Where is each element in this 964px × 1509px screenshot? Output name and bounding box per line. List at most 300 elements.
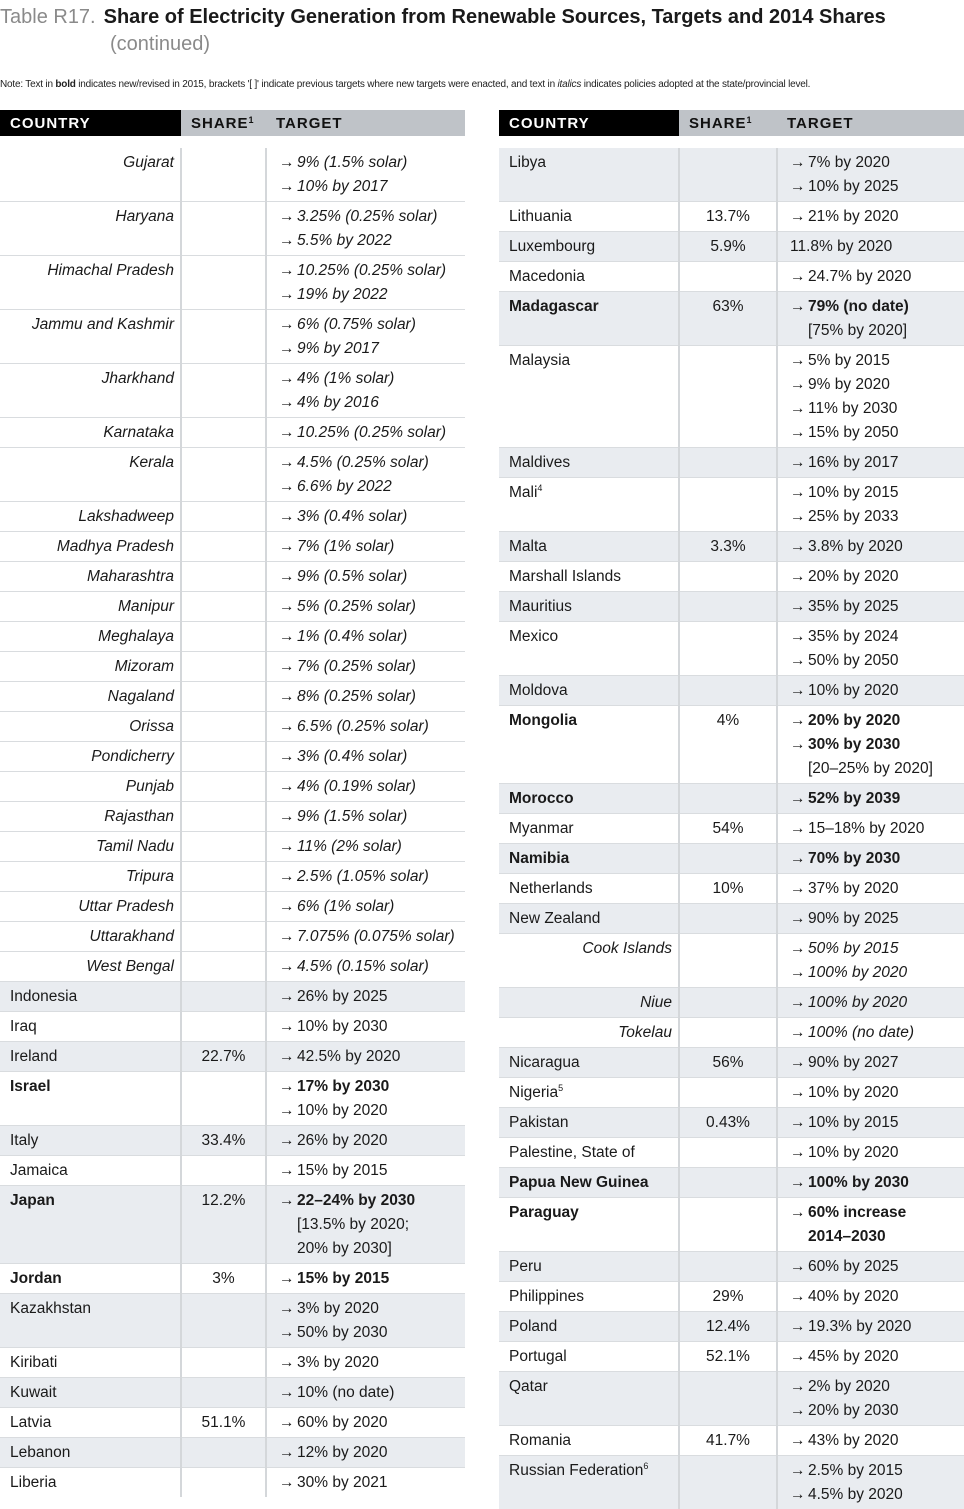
target-cell (266, 1294, 465, 1348)
country-cell: Malta (499, 532, 679, 562)
country-cell: Morocco (499, 784, 679, 814)
target-line: → 42.5% by 2020 (279, 1045, 465, 1069)
target-line: → 60% increase (790, 1201, 964, 1225)
table-row (499, 232, 964, 262)
table-row (0, 418, 465, 448)
share-cell (679, 1138, 777, 1168)
country-cell: Mongolia (499, 706, 679, 784)
target-column-header: TARGET (777, 110, 964, 136)
target-cell (266, 682, 465, 712)
target-line: → 8% (0.25% solar) (279, 685, 465, 709)
country-cell: Uttarakhand (0, 922, 181, 952)
country-column-header: COUNTRY (499, 110, 679, 136)
table-row (499, 592, 964, 622)
table-row (0, 1378, 465, 1408)
target-cell (266, 742, 465, 772)
share-cell (679, 346, 777, 448)
target-line: → 10% by 2015 (790, 481, 964, 505)
share-cell: 22.7% (181, 1042, 266, 1072)
target-cell (777, 346, 964, 448)
target-cell (777, 676, 964, 706)
target-line: 2014–2030 (790, 1225, 964, 1249)
target-line: → 7% by 2020 (790, 151, 964, 175)
table-row (499, 904, 964, 934)
target-cell (266, 364, 465, 418)
note-bold-word: bold (55, 79, 75, 90)
country-cell: Israel (0, 1072, 181, 1126)
table-row (499, 292, 964, 346)
target-cell (777, 592, 964, 622)
table-row (0, 922, 465, 952)
target-cell (777, 1138, 964, 1168)
target-line: → 79% (no date) (790, 295, 964, 319)
share-cell (181, 802, 266, 832)
target-line: → 4.5% (0.25% solar) (279, 451, 465, 475)
target-cell (777, 202, 964, 232)
country-cell: Orissa (0, 712, 181, 742)
table-row (0, 1012, 465, 1042)
table-number: Table R17. (0, 6, 96, 29)
country-cell: Gujarat (0, 148, 181, 202)
target-line: → 3% (0.4% solar) (279, 745, 465, 769)
country-cell: Nicaragua (499, 1048, 679, 1078)
country-cell: Tamil Nadu (0, 832, 181, 862)
target-line: → 40% by 2020 (790, 1285, 964, 1309)
share-cell: 33.4% (181, 1126, 266, 1156)
target-line: → 20% by 2020 (790, 565, 964, 589)
share-cell (679, 904, 777, 934)
table-row (499, 1108, 964, 1138)
target-line: → 21% by 2020 (790, 205, 964, 229)
target-line: → 2% by 2020 (790, 1375, 964, 1399)
share-cell (679, 988, 777, 1018)
target-cell (777, 1312, 964, 1342)
table-row (0, 1348, 465, 1378)
target-cell (777, 1108, 964, 1138)
target-line: → 3.25% (0.25% solar) (279, 205, 465, 229)
share-cell (679, 478, 777, 532)
share-cell (181, 982, 266, 1012)
target-line: → 70% by 2030 (790, 847, 964, 871)
target-line: [75% by 2020] (790, 319, 964, 343)
share-cell (679, 562, 777, 592)
share-cell (181, 892, 266, 922)
target-line: → 26% by 2025 (279, 985, 465, 1009)
target-line: → 9% by 2017 (279, 337, 465, 361)
country-cell: Nigeria$^5$ (499, 1078, 679, 1108)
target-line: → 7.075% (0.075% solar) (279, 925, 465, 949)
target-line: → 9% (1.5% solar) (279, 805, 465, 829)
table-row (499, 874, 964, 904)
country-cell: West Bengal (0, 952, 181, 982)
target-cell (777, 814, 964, 844)
table-header-row (499, 110, 964, 136)
target-cell (777, 904, 964, 934)
share-cell (679, 676, 777, 706)
country-cell: Russian Federation$^6$ (499, 1456, 679, 1509)
share-cell (181, 310, 266, 364)
share-cell (181, 1438, 266, 1468)
target-cell (777, 1342, 964, 1372)
country-cell: Pondicherry (0, 742, 181, 772)
share-cell (679, 448, 777, 478)
share-cell: 52.1% (679, 1342, 777, 1372)
table-row (499, 988, 964, 1018)
country-cell: Liberia (0, 1468, 181, 1498)
share-cell (181, 952, 266, 982)
target-line: → 7% (1% solar) (279, 535, 465, 559)
note-italic-word: italics (558, 79, 582, 90)
target-line: → 19% by 2022 (279, 283, 465, 307)
targets-table-left (0, 110, 465, 1497)
country-cell: Cook Islands (499, 934, 679, 988)
target-cell (777, 532, 964, 562)
table-title-block (0, 6, 964, 56)
country-cell: Mali$^4$ (499, 478, 679, 532)
country-cell: Kiribati (0, 1348, 181, 1378)
share-cell (181, 832, 266, 862)
country-cell: Kazakhstan (0, 1294, 181, 1348)
target-cell (266, 1012, 465, 1042)
target-cell (777, 262, 964, 292)
target-line: → 15% by 2015 (279, 1267, 465, 1291)
country-cell: Kuwait (0, 1378, 181, 1408)
table-row (0, 892, 465, 922)
target-line: → 9% by 2020 (790, 373, 964, 397)
table-row (499, 814, 964, 844)
target-line: → 10% (no date) (279, 1381, 465, 1405)
country-cell: Haryana (0, 202, 181, 256)
country-cell: Libya (499, 148, 679, 202)
target-line: → 1% (0.4% solar) (279, 625, 465, 649)
target-line: → 90% by 2027 (790, 1051, 964, 1075)
table-row (0, 622, 465, 652)
table-row (0, 982, 465, 1012)
table-row (499, 262, 964, 292)
table-continued-label: (continued) (110, 33, 964, 56)
targets-table-right (499, 110, 964, 1509)
country-cell: Manipur (0, 592, 181, 622)
target-line: → 19.3% by 2020 (790, 1315, 964, 1339)
share-cell (679, 1078, 777, 1108)
country-cell: Kerala (0, 448, 181, 502)
table-row (499, 1048, 964, 1078)
table-row (0, 742, 465, 772)
target-cell (777, 706, 964, 784)
target-cell (777, 1372, 964, 1426)
country-cell: Lithuania (499, 202, 679, 232)
table-row (499, 1168, 964, 1198)
target-line: → 15–18% by 2020 (790, 817, 964, 841)
table-row (499, 1342, 964, 1372)
target-line: → 50% by 2030 (279, 1321, 465, 1345)
share-cell: 12.4% (679, 1312, 777, 1342)
share-cell: 12.2% (181, 1186, 266, 1264)
target-cell (266, 652, 465, 682)
target-cell (266, 310, 465, 364)
target-line: → 24.7% by 2020 (790, 265, 964, 289)
table-row (0, 1468, 465, 1498)
share-cell (679, 784, 777, 814)
table-row (499, 1426, 964, 1456)
target-line: → 6% (1% solar) (279, 895, 465, 919)
target-cell (266, 256, 465, 310)
share-cell (181, 1012, 266, 1042)
target-cell (777, 1282, 964, 1312)
share-cell (679, 262, 777, 292)
share-cell: 4% (679, 706, 777, 784)
target-cell (777, 1018, 964, 1048)
country-cell: Tripura (0, 862, 181, 892)
target-cell (266, 922, 465, 952)
target-line: → 12% by 2020 (279, 1441, 465, 1465)
share-cell: 51.1% (181, 1408, 266, 1438)
target-cell (266, 1126, 465, 1156)
target-line: → 50% by 2050 (790, 649, 964, 673)
country-cell: Maharashtra (0, 562, 181, 592)
target-cell (777, 292, 964, 346)
share-cell (679, 592, 777, 622)
table-row (499, 622, 964, 676)
target-cell (266, 448, 465, 502)
share-cell (181, 502, 266, 532)
country-cell: Jordan (0, 1264, 181, 1294)
share-cell (181, 256, 266, 310)
table-row (0, 256, 465, 310)
target-line: → 5% by 2015 (790, 349, 964, 373)
target-line: → 60% by 2025 (790, 1255, 964, 1279)
country-cell: Qatar (499, 1372, 679, 1426)
target-line: → 9% (1.5% solar) (279, 151, 465, 175)
share-cell (181, 562, 266, 592)
target-cell (266, 1378, 465, 1408)
share-cell (181, 202, 266, 256)
share-cell (181, 1156, 266, 1186)
target-line: → 20% by 2020 (790, 709, 964, 733)
table-row (499, 676, 964, 706)
country-cell: Karnataka (0, 418, 181, 448)
country-cell: Papua New Guinea (499, 1168, 679, 1198)
target-line: → 30% by 2030 (790, 733, 964, 757)
share-cell (181, 1294, 266, 1348)
table-row (0, 310, 465, 364)
table-row (499, 706, 964, 784)
country-cell: Punjab (0, 772, 181, 802)
country-cell: Poland (499, 1312, 679, 1342)
target-line: → 3.8% by 2020 (790, 535, 964, 559)
share-cell: 3% (181, 1264, 266, 1294)
table-body-right (499, 148, 964, 1509)
table-row (499, 1078, 964, 1108)
target-line: → 10% by 2017 (279, 175, 465, 199)
target-cell (777, 1456, 964, 1509)
target-line: → 10.25% (0.25% solar) (279, 259, 465, 283)
target-cell (266, 1042, 465, 1072)
target-line: [13.5% by 2020; (279, 1213, 465, 1237)
share-column-header: SHARE$^1$ (679, 110, 777, 136)
share-cell: 41.7% (679, 1426, 777, 1456)
target-column-header: TARGET (266, 110, 465, 136)
table-row (0, 202, 465, 256)
target-line: [20–25% by 2020] (790, 757, 964, 781)
share-cell (181, 772, 266, 802)
share-cell (181, 1468, 266, 1498)
target-line: → 52% by 2039 (790, 787, 964, 811)
country-cell: Netherlands (499, 874, 679, 904)
country-cell: Peru (499, 1252, 679, 1282)
target-cell (266, 502, 465, 532)
target-line: → 10% by 2030 (279, 1015, 465, 1039)
share-cell (181, 652, 266, 682)
table-row (0, 562, 465, 592)
country-cell: Italy (0, 1126, 181, 1156)
country-cell: Paraguay (499, 1198, 679, 1252)
share-cell (181, 682, 266, 712)
share-cell: 5.9% (679, 232, 777, 262)
country-cell: Palestine, State of (499, 1138, 679, 1168)
target-cell (777, 448, 964, 478)
target-cell (777, 622, 964, 676)
target-cell (266, 1468, 465, 1498)
table-row (0, 862, 465, 892)
country-cell: Nagaland (0, 682, 181, 712)
table-title: Share of Electricity Generation from Renewable Sources, Targets and 2014 Shares (104, 6, 886, 29)
table-row (0, 682, 465, 712)
target-line: → 5% (0.25% solar) (279, 595, 465, 619)
target-line: → 100% by 2030 (790, 1171, 964, 1195)
country-cell: Himachal Pradesh (0, 256, 181, 310)
table-row (0, 772, 465, 802)
table-row (499, 784, 964, 814)
share-cell (181, 1348, 266, 1378)
share-cell (679, 148, 777, 202)
target-cell (266, 1348, 465, 1378)
target-cell (266, 832, 465, 862)
target-cell (266, 562, 465, 592)
table-row (499, 478, 964, 532)
target-cell (266, 202, 465, 256)
target-line: → 22–24% by 2030 (279, 1189, 465, 1213)
target-line: → 4% (1% solar) (279, 367, 465, 391)
target-line: → 2.5% by 2015 (790, 1459, 964, 1483)
table-row (0, 1186, 465, 1264)
table-row (499, 346, 964, 448)
share-cell (679, 934, 777, 988)
share-cell (679, 1372, 777, 1426)
target-line: → 15% by 2015 (279, 1159, 465, 1183)
table-row (0, 1042, 465, 1072)
target-line: → 4.5% (0.15% solar) (279, 955, 465, 979)
target-line: → 50% by 2015 (790, 937, 964, 961)
footnote-marker: 4 (537, 483, 542, 493)
share-cell (679, 1018, 777, 1048)
share-column-header: SHARE$^1$ (181, 110, 266, 136)
table-row (499, 1372, 964, 1426)
target-line: → 7% (0.25% solar) (279, 655, 465, 679)
table-header-row (0, 110, 465, 136)
table-row (0, 802, 465, 832)
share-cell (181, 1378, 266, 1408)
country-cell: Lakshadweep (0, 502, 181, 532)
country-cell: New Zealand (499, 904, 679, 934)
target-cell (266, 592, 465, 622)
country-cell: Niue (499, 988, 679, 1018)
share-cell: 3.3% (679, 532, 777, 562)
country-cell: Madhya Pradesh (0, 532, 181, 562)
share-cell: 54% (679, 814, 777, 844)
share-cell (679, 1252, 777, 1282)
target-cell (777, 148, 964, 202)
share-cell (181, 364, 266, 418)
target-line: → 3% by 2020 (279, 1351, 465, 1375)
target-line: → 17% by 2030 (279, 1075, 465, 1099)
target-line: → 25% by 2033 (790, 505, 964, 529)
footnote-marker: 6 (643, 1461, 648, 1471)
target-cell (266, 862, 465, 892)
country-cell: Mizoram (0, 652, 181, 682)
target-line: → 3% by 2020 (279, 1297, 465, 1321)
target-line: → 100% by 2020 (790, 991, 964, 1015)
table-row (0, 592, 465, 622)
target-cell (266, 1186, 465, 1264)
share-cell (181, 532, 266, 562)
country-cell: Jharkhand (0, 364, 181, 418)
target-cell (777, 232, 964, 262)
table-row (499, 202, 964, 232)
target-cell (777, 1426, 964, 1456)
target-cell (777, 988, 964, 1018)
target-cell (266, 418, 465, 448)
target-line: → 43% by 2020 (790, 1429, 964, 1453)
table-row (499, 1312, 964, 1342)
target-line: → 6.6% by 2022 (279, 475, 465, 499)
table-row (0, 1156, 465, 1186)
target-line: → 2.5% (1.05% solar) (279, 865, 465, 889)
target-cell (266, 148, 465, 202)
target-cell (777, 1168, 964, 1198)
table-row (499, 1138, 964, 1168)
target-line: → 35% by 2024 (790, 625, 964, 649)
share-cell (679, 1168, 777, 1198)
country-cell: Myanmar (499, 814, 679, 844)
country-cell: Jamaica (0, 1156, 181, 1186)
target-cell (777, 784, 964, 814)
country-cell: Lebanon (0, 1438, 181, 1468)
table-row (0, 1126, 465, 1156)
target-line: → 11% (2% solar) (279, 835, 465, 859)
target-line: → 10.25% (0.25% solar) (279, 421, 465, 445)
target-line: → 11% by 2030 (790, 397, 964, 421)
table-row (499, 562, 964, 592)
share-cell: 13.7% (679, 202, 777, 232)
table-row (0, 1264, 465, 1294)
target-line: → 9% (0.5% solar) (279, 565, 465, 589)
table-row (0, 1408, 465, 1438)
table-row (499, 1282, 964, 1312)
table-row (0, 712, 465, 742)
share-cell (679, 1198, 777, 1252)
share-cell (181, 922, 266, 952)
note-text-1: Note: Text in (0, 79, 55, 90)
table-row (499, 532, 964, 562)
country-cell: Japan (0, 1186, 181, 1264)
country-cell: Indonesia (0, 982, 181, 1012)
table-row (0, 532, 465, 562)
target-line: → 3% (0.4% solar) (279, 505, 465, 529)
target-cell (266, 1438, 465, 1468)
country-cell: Romania (499, 1426, 679, 1456)
target-line: → 4% (0.19% solar) (279, 775, 465, 799)
